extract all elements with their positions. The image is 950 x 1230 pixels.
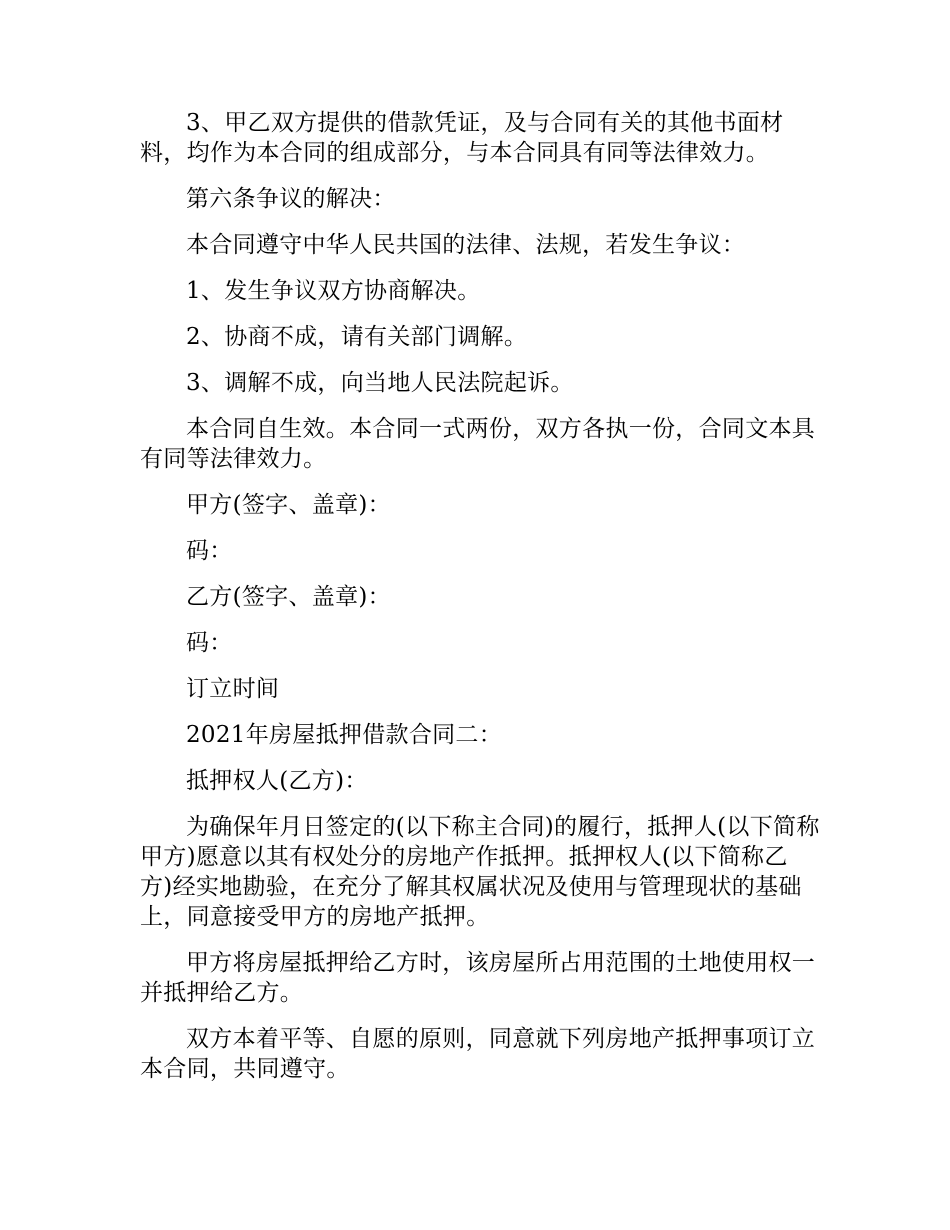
- paragraph-article-6-heading: 第六条争议的解决：: [186, 186, 396, 212]
- document-body: [140, 108, 820, 1100]
- paragraph-governing-law: 本合同遵守中华人民共国的法律、法规，若发生争议：: [186, 232, 746, 258]
- paragraph-party-a-signature: 甲方(签字、盖章)：: [186, 492, 391, 518]
- paragraph-party-b-code: 码：: [186, 630, 233, 656]
- paragraph-party-b-signature: 乙方(签字、盖章)：: [186, 584, 391, 610]
- paragraph-effectiveness: 本合同自生效。本合同一式两份，双方各执一份，合同文本具有同等法律效力。: [140, 416, 816, 472]
- paragraph-dispute-step-3: 3、调解不成，向当地人民法院起诉。: [186, 370, 574, 396]
- paragraph-purpose: 为确保年月日签定的(以下称主合同)的履行，抵押人(以下简称甲方)愿意以其有权处分的房地产作抵押。抵押权人(以下简称乙方)经实地勘验，在充分了解其权属状况及使用与管理现状的基础上，同意接受甲方的房地产抵押。: [140, 814, 820, 930]
- paragraph-principles: 双方本着平等、自愿的原则，同意就下列房地产抵押事项订立本合同，共同遵守。: [140, 1026, 816, 1082]
- paragraph-land-use-right: 甲方将房屋抵押给乙方时，该房屋所占用范围的土地使用权一并抵押给乙方。: [140, 950, 816, 1006]
- paragraph-mortgagee: 抵押权人(乙方)：: [186, 768, 368, 794]
- paragraph-party-a-code: 码：: [186, 538, 233, 564]
- paragraph-signing-time: 订立时间: [186, 676, 280, 702]
- paragraph-dispute-step-1: 1、发生争议双方协商解决。: [186, 278, 481, 304]
- paragraph-contract-two-title: 2021年房屋抵押借款合同二：: [186, 722, 503, 748]
- paragraph-dispute-step-2: 2、协商不成，请有关部门调解。: [186, 324, 528, 350]
- paragraph-clause-3-evidence: 3、甲乙双方提供的借款凭证，及与合同有关的其他书面材料，均作为本合同的组成部分，与本合同具有同等法律效力。: [140, 110, 784, 166]
